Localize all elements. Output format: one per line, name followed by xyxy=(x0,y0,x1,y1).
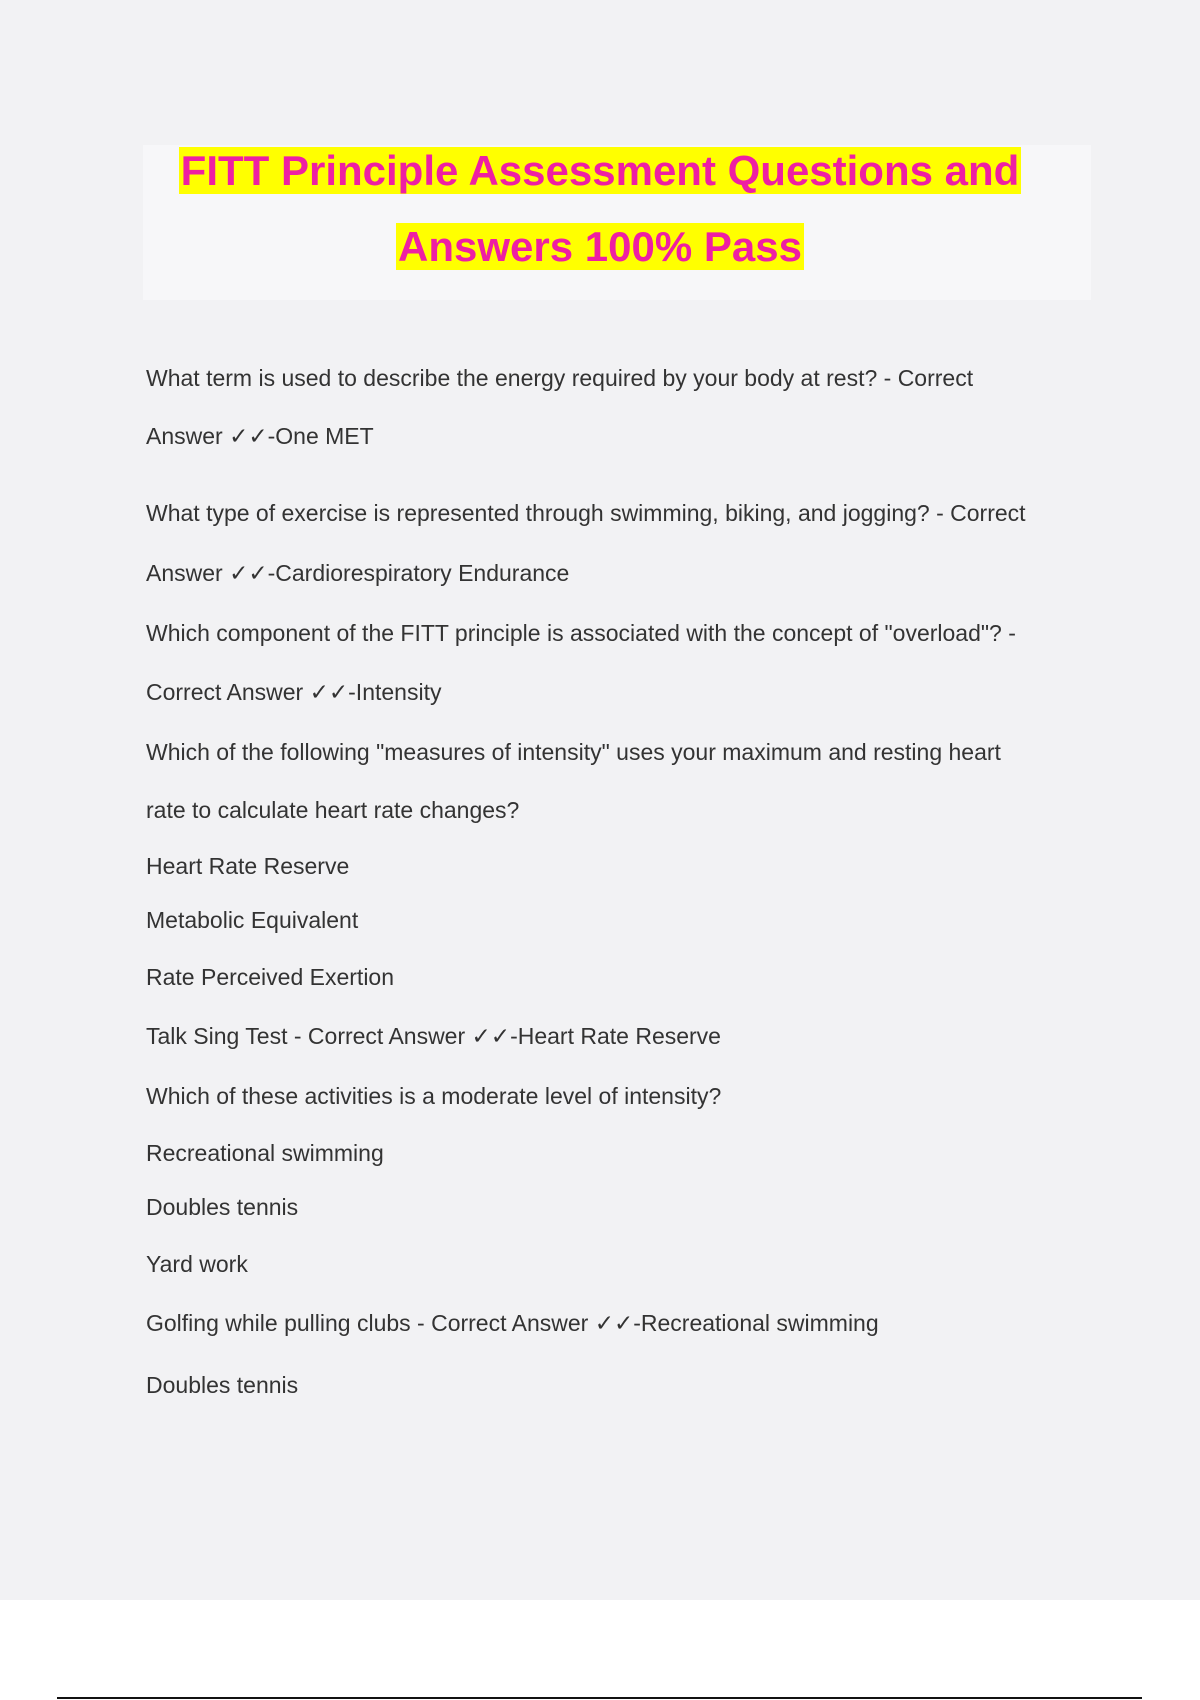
page-footer-area xyxy=(0,1600,1200,1700)
option-text: Doubles tennis xyxy=(146,1194,299,1220)
option-text: Metabolic Equivalent xyxy=(146,907,359,933)
option-text: Doubles tennis xyxy=(146,1372,299,1398)
document-title-line-2: Answers 100% Pass xyxy=(398,223,802,270)
question-4-text: Which of the following "measures of intensity" uses your maximum and resting heart xyxy=(146,739,1001,765)
question-3-text: Which component of the FITT principle is associated with the concept of "overload"? - xyxy=(146,620,1016,646)
answer-5-text: Golfing while pulling clubs - Correct Answer ✓✓-Recreational swimming xyxy=(146,1310,879,1336)
option-text: Recreational swimming xyxy=(146,1140,384,1166)
option-text: Rate Perceived Exertion xyxy=(146,964,395,990)
option-text: Heart Rate Reserve xyxy=(146,853,350,879)
document-title-line-1: FITT Principle Assessment Questions and xyxy=(180,147,1020,194)
answer-2-text: Answer ✓✓-Cardiorespiratory Endurance xyxy=(146,560,570,586)
question-4-text-cont: rate to calculate heart rate changes? xyxy=(146,797,520,823)
option-text: Yard work xyxy=(146,1251,248,1277)
answer-1-text: Answer ✓✓-One MET xyxy=(146,423,374,449)
answer-4-text: Talk Sing Test - Correct Answer ✓✓-Heart Rate Reserve xyxy=(146,1023,721,1049)
footer-divider xyxy=(57,1697,1142,1699)
question-5-text: Which of these activities is a moderate level of intensity? xyxy=(146,1083,722,1109)
answer-3-text: Correct Answer ✓✓-Intensity xyxy=(146,679,442,705)
question-2-text: What type of exercise is represented through swimming, biking, and jogging? - Correct xyxy=(146,500,1026,526)
question-1-text: What term is used to describe the energy required by your body at rest? - Correct xyxy=(146,365,974,391)
